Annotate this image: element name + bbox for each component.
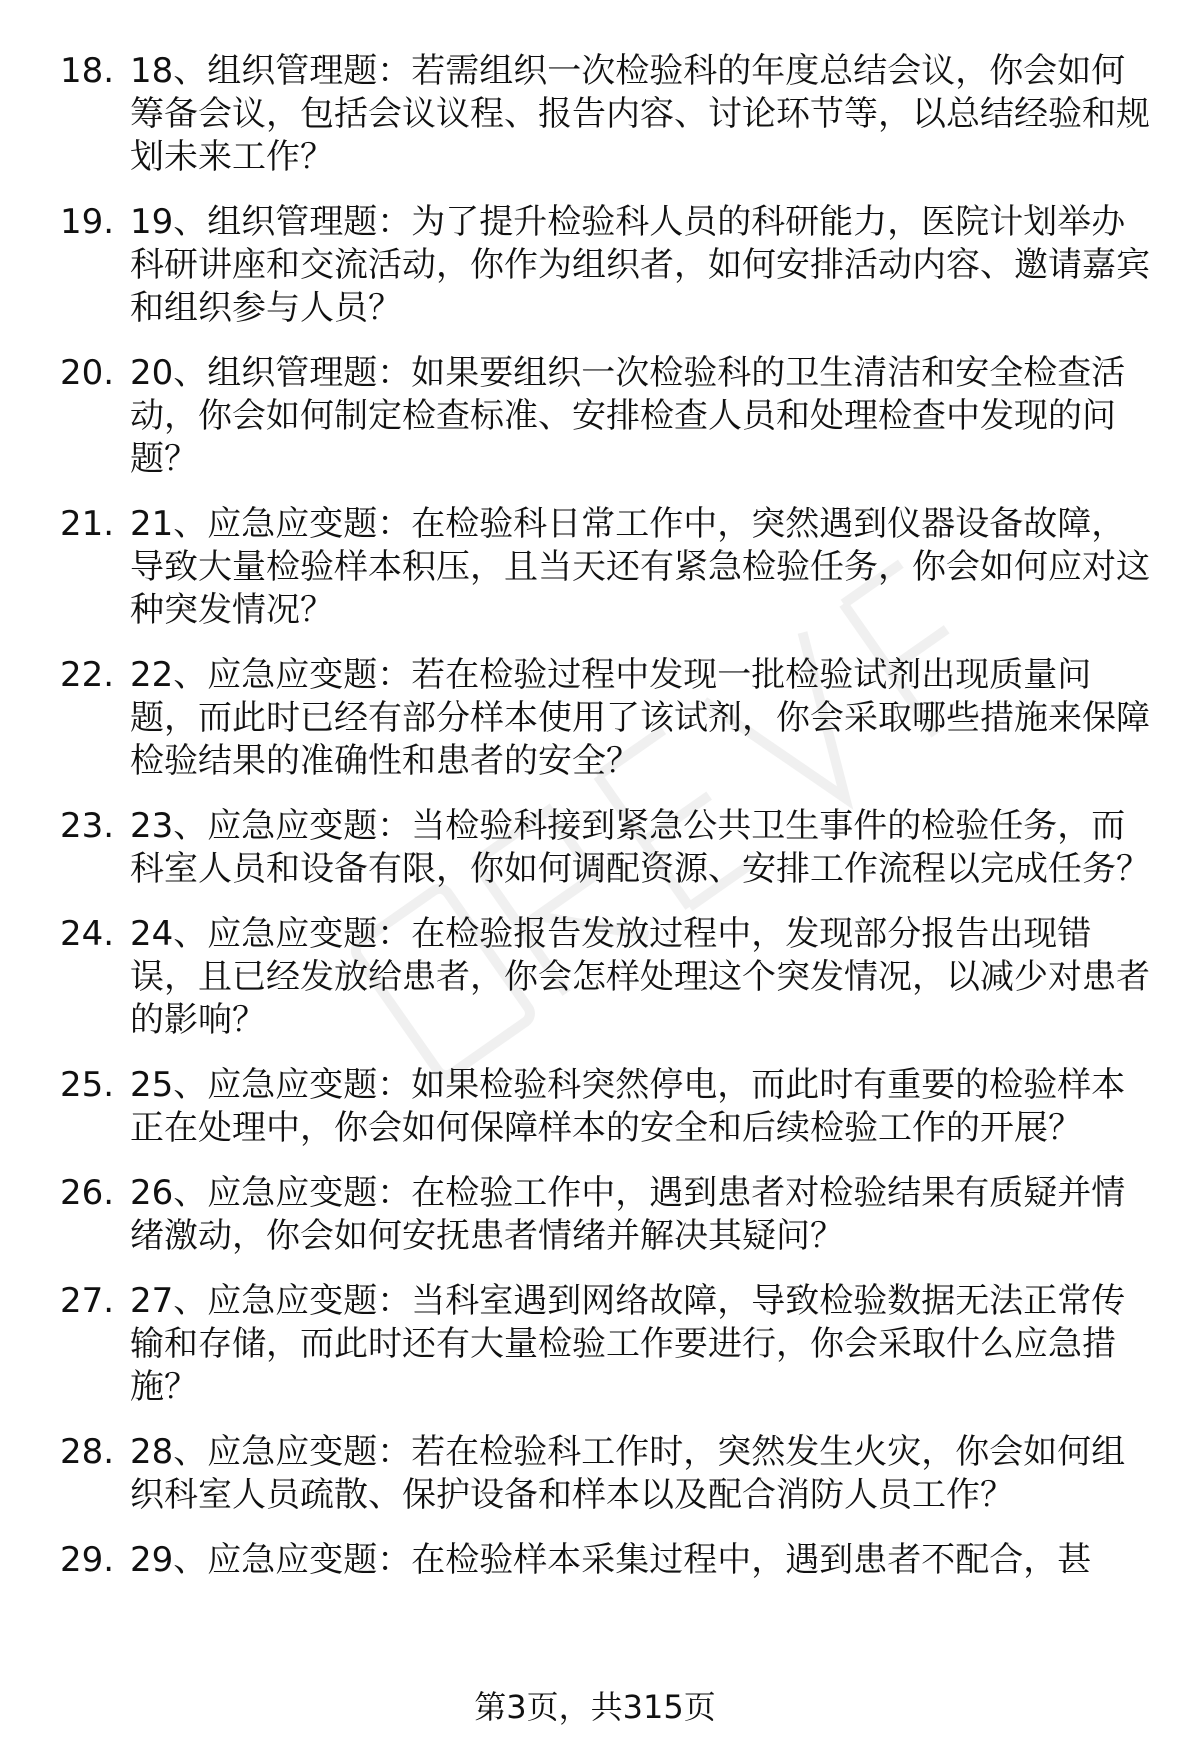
question-item — [60, 1172, 1150, 1258]
question-number: 21. — [60, 504, 115, 544]
question-number: 23. — [60, 806, 115, 846]
question-number: 22. — [60, 655, 115, 695]
question-number: 20. — [60, 353, 115, 393]
question-text: 29、应急应变题：在检验样本采集过程中，遇到患者不配合，甚 — [130, 1540, 1092, 1580]
question-item — [60, 352, 1150, 481]
question-text: 25、应急应变题：如果检验科突然停电，而此时有重要的检验样本正在处理中，你会如何保障样本的安全和后续检验工作的开展？ — [130, 1065, 1126, 1148]
question-number: 28. — [60, 1432, 115, 1472]
page-footer — [0, 1687, 1190, 1727]
question-number: 19. — [60, 202, 115, 242]
question-text: 22、应急应变题：若在检验过程中发现一批检验试剂出现质量问题，而此时已经有部分样本使用了该试剂，你会采取哪些措施来保障检验结果的准确性和患者的安全？ — [130, 655, 1150, 781]
question-text: 28、应急应变题：若在检验科工作时，突然发生火灾，你会如何组织科室人员疏散、保护设备和样本以及配合消防人员工作？ — [130, 1432, 1126, 1515]
question-text: 23、应急应变题：当检验科接到紧急公共卫生事件的检验任务，而科室人员和设备有限，你如何调配资源、安排工作流程以完成任务？ — [130, 806, 1150, 889]
question-item — [60, 1280, 1150, 1409]
question-item — [60, 805, 1150, 891]
question-text: 24、应急应变题：在检验报告发放过程中，发现部分报告出现错误，且已经发放给患者，你会怎样处理这个突发情况，以减少对患者的影响？ — [130, 914, 1150, 1040]
question-number: 29. — [60, 1540, 115, 1580]
question-text: 19、组织管理题：为了提升检验科人员的科研能力，医院计划举办科研讲座和交流活动，你作为组织者，如何安排活动内容、邀请嘉宾和组织参与人员？ — [130, 202, 1150, 328]
question-list — [60, 50, 1150, 1604]
question-text: 26、应急应变题：在检验工作中，遇到患者对检验结果有质疑并情绪激动，你会如何安抚患者情绪并解决其疑问？ — [130, 1173, 1126, 1256]
page-number-text: 第3页，共315页 — [474, 1688, 716, 1726]
question-text: 21、应急应变题：在检验科日常工作中，突然遇到仪器设备故障，导致大量检验样本积压，且当天还有紧急检验任务，你会如何应对这种突发情况？ — [130, 504, 1150, 630]
question-number: 24. — [60, 914, 115, 954]
question-number: 27. — [60, 1281, 115, 1321]
question-item — [60, 1431, 1150, 1517]
question-number: 26. — [60, 1173, 115, 1213]
question-item — [60, 503, 1150, 632]
question-item — [60, 50, 1150, 179]
question-text: 18、组织管理题：若需组织一次检验科的年度总结会议，你会如何筹备会议，包括会议议程、报告内容、讨论环节等，以总结经验和规划未来工作？ — [130, 51, 1150, 177]
question-item — [60, 201, 1150, 330]
question-item — [60, 1539, 1150, 1582]
question-text: 27、应急应变题：当科室遇到网络故障，导致检验数据无法正常传输和存储，而此时还有大量检验工作要进行，你会采取什么应急措施？ — [130, 1281, 1126, 1407]
question-number: 18. — [60, 51, 115, 91]
question-item — [60, 1064, 1150, 1150]
question-item — [60, 913, 1150, 1042]
question-text: 20、组织管理题：如果要组织一次检验科的卫生清洁和安全检查活动，你会如何制定检查标准、安排检查人员和处理检查中发现的问题？ — [130, 353, 1126, 479]
question-item — [60, 654, 1150, 783]
question-number: 25. — [60, 1065, 115, 1105]
